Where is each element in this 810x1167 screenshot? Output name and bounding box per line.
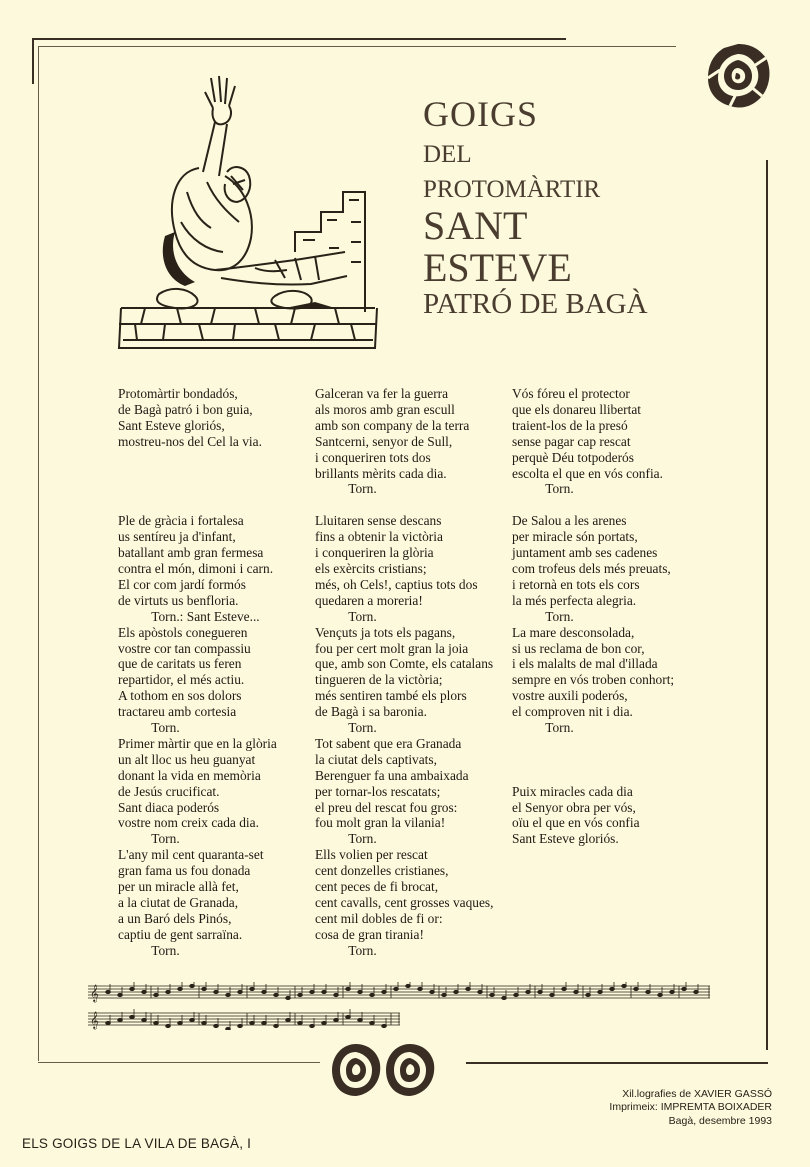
verse-line: i conqueriren la glòria bbox=[315, 545, 434, 561]
verse-line: Torn.: Sant Esteve... bbox=[118, 608, 260, 624]
verse-column-2 bbox=[315, 386, 493, 959]
verse-line: als moros amb gran escull bbox=[315, 401, 455, 417]
verse-line: el comproven nit i dia. bbox=[512, 704, 633, 720]
series-title: ELS GOIGS DE LA VILA DE BAGÀ, I bbox=[22, 1136, 252, 1151]
verse-line: cent cavalls, cent grosses vaques, bbox=[315, 895, 494, 910]
verse-line bbox=[118, 466, 277, 482]
verse-line bbox=[512, 768, 674, 784]
verse-line: sempre en vós troben conhort; bbox=[512, 672, 675, 688]
verse-line: Torn. bbox=[315, 831, 377, 847]
verse-line: Vós fóreu el protector bbox=[512, 386, 630, 401]
verse-line: vostre cor tan compassiu bbox=[118, 640, 251, 656]
verse-line: juntament amb ses cadenes bbox=[512, 545, 658, 561]
verse-line: sense pagar cap rescat bbox=[512, 433, 631, 449]
verse-line: per tornar-los rescatats; bbox=[315, 783, 441, 799]
verse-line: a la ciutat de Granada, bbox=[118, 895, 239, 910]
title-patro: PATRÓ DE BAGÀ bbox=[423, 288, 648, 320]
verse-line: tingueren de la victòria; bbox=[315, 672, 443, 688]
verse-line: que, amb son Comte, els catalans bbox=[315, 656, 494, 672]
verse-line: Sant diaca poderós bbox=[118, 799, 220, 815]
verse-line: perquè Déu totpoderós bbox=[512, 449, 634, 465]
verse-line: Torn. bbox=[118, 720, 180, 736]
verse-line: Sant Esteve gloriós. bbox=[512, 831, 619, 847]
verse-line bbox=[118, 481, 277, 497]
verse-line: escolta el que en vós confia. bbox=[512, 465, 663, 481]
verse-line: la ciutat dels captivats, bbox=[315, 751, 437, 767]
verse-line: captiu de gent sarraïna. bbox=[118, 926, 243, 942]
verse-line: Tot sabent que era Granada bbox=[315, 735, 462, 751]
verse-line: Ells volien per rescat bbox=[315, 847, 428, 863]
verse-line: cent peces de fi brocat, bbox=[315, 879, 439, 895]
title-protomartir: PROTOMÀRTIR bbox=[423, 176, 601, 203]
verse-line: Berenguer fa una ambaixada bbox=[315, 767, 469, 783]
verse-line: Ple de gràcia i fortalesa bbox=[118, 513, 244, 529]
rose-icon-pair bbox=[328, 1040, 438, 1104]
verse-line bbox=[315, 497, 493, 513]
verse-line: mostreu-nos del Cel la via. bbox=[118, 433, 262, 449]
title-block bbox=[423, 96, 648, 319]
verse-line: i els malalts de mal d'illada bbox=[512, 656, 658, 672]
frame-line-bottom bbox=[466, 1062, 768, 1064]
verse-line: A tothom en sos dolors bbox=[118, 688, 242, 704]
verse-line: fou per cert molt gran la joia bbox=[315, 640, 469, 656]
verse-line: tractareu amb cortesia bbox=[118, 704, 237, 720]
verse-line: cosa de gran tirania! bbox=[315, 926, 424, 942]
verse-line: contra el món, dimoni i carn. bbox=[118, 560, 274, 576]
verse-line: Torn. bbox=[512, 720, 574, 736]
musical-staff bbox=[88, 982, 712, 1030]
verse-line: el preu del rescat fou gros: bbox=[315, 799, 458, 815]
verse-line: Torn. bbox=[512, 608, 574, 624]
verse-line: cent mil dobles de fi or: bbox=[315, 910, 443, 926]
verse-line: Els apòstols conegueren bbox=[118, 624, 248, 640]
verse-column-3 bbox=[512, 386, 674, 847]
verse-line: Torn. bbox=[315, 608, 377, 624]
verse-line: més, oh Cels!, captius tots dos bbox=[315, 576, 478, 592]
verse-line: més sentiren també els plors bbox=[315, 688, 467, 704]
verse-line: per miracle són portats, bbox=[512, 529, 638, 545]
verse-line: de Bagà patró i bon guia, bbox=[118, 401, 253, 417]
verse-line: de Jesús crucificat. bbox=[118, 783, 220, 799]
verse-line: fou molt gran la vilania! bbox=[315, 815, 446, 831]
verse-line: Torn. bbox=[118, 942, 180, 958]
verse-line: Galceran va fer la guerra bbox=[315, 386, 449, 401]
credits-place-date: Bagà, desembre 1993 bbox=[668, 1114, 772, 1127]
verse-line: El cor com jardí formós bbox=[118, 576, 246, 592]
verse-line: repartidor, el més actiu. bbox=[118, 672, 245, 688]
verse-line: que de caritats us feren bbox=[118, 656, 242, 672]
credits-woodcuts: Xil.lografies de XAVIER GASSÓ bbox=[622, 1088, 772, 1100]
verse-line: Torn. bbox=[118, 831, 180, 847]
verse-line: traient-los de la presó bbox=[512, 417, 628, 433]
verse-line: amb son company de la terra bbox=[315, 417, 470, 433]
verse-line: vostre nom creix cada dia. bbox=[118, 815, 259, 831]
frame-line-right bbox=[766, 160, 768, 1050]
inner-frame-bottom bbox=[38, 1062, 320, 1063]
verse-line: gran fama us fou donada bbox=[118, 863, 251, 879]
verse-line: si us reclama de bon cor, bbox=[512, 640, 645, 656]
verse-line: De Salou a les arenes bbox=[512, 513, 627, 529]
frame-line-left bbox=[32, 38, 34, 84]
verse-line: Torn. bbox=[512, 481, 574, 497]
verse-line: Torn. bbox=[315, 481, 377, 497]
verse-line: oïu el que en vós confia bbox=[512, 815, 640, 831]
verse-line: Lluitaren sense descans bbox=[315, 513, 442, 529]
verse-line: la més perfecta alegria. bbox=[512, 592, 637, 608]
svg-text:𝄞: 𝄞 bbox=[90, 984, 99, 1002]
verse-line: Santcerni, senyor de Sull, bbox=[315, 433, 453, 449]
inner-frame-left bbox=[38, 46, 39, 1061]
inner-frame-top bbox=[38, 46, 676, 47]
verse-line: L'any mil cent quaranta-set bbox=[118, 847, 264, 863]
credits-printer: Imprimeix: IMPREMTA BOIXADER bbox=[609, 1101, 772, 1114]
title-del: DEL bbox=[423, 141, 472, 168]
verse-line: brillants mèrits cada dia. bbox=[315, 465, 447, 481]
verse-line bbox=[118, 497, 277, 513]
verse-line: Sant Esteve gloriós, bbox=[118, 417, 225, 433]
verse-line: La mare desconsolada, bbox=[512, 624, 635, 640]
saint-woodcut-illustration bbox=[115, 72, 385, 352]
verse-column-1 bbox=[118, 386, 277, 959]
verse-line: que els donareu llibertat bbox=[512, 401, 642, 417]
verse-line: Primer màrtir que en la glòria bbox=[118, 735, 277, 751]
verse-line: de virtuts us benfloria. bbox=[118, 592, 239, 608]
verse-line: els exèrcits cristians; bbox=[315, 560, 427, 576]
verse-line bbox=[118, 450, 277, 466]
verse-line: a un Baró dels Pinós, bbox=[118, 910, 232, 926]
title-esteve: ESTEVE bbox=[423, 245, 572, 290]
verse-line: com trofeus dels més preuats, bbox=[512, 560, 671, 576]
verse-line bbox=[512, 752, 674, 768]
verse-line: cent donzelles cristianes, bbox=[315, 863, 449, 879]
verse-line: us sentíreu ja d'infant, bbox=[118, 529, 236, 545]
verse-line bbox=[512, 497, 674, 513]
verse-line: fins a obtenir la victòria bbox=[315, 529, 443, 545]
verse-line: Puix miracles cada dia bbox=[512, 783, 633, 799]
verse-line: quedaren a moreria! bbox=[315, 592, 423, 608]
verse-line: Vençuts ja tots els pagans, bbox=[315, 624, 456, 640]
verse-line: Protomàrtir bondadós, bbox=[118, 386, 238, 401]
credits bbox=[609, 1088, 772, 1128]
verse-line: un alt lloc us heu guanyat bbox=[118, 751, 256, 767]
verse-line: de Bagà i sa baronia. bbox=[315, 704, 427, 720]
title-goigs: GOIGS bbox=[423, 94, 539, 134]
verse-line bbox=[512, 736, 674, 752]
rose-icon bbox=[702, 40, 774, 112]
frame-line-top bbox=[32, 38, 566, 40]
svg-text:𝄞: 𝄞 bbox=[90, 1011, 99, 1029]
verse-line: i conqueriren tots dos bbox=[315, 449, 431, 465]
verse-line: el Senyor obra per vós, bbox=[512, 799, 636, 815]
verse-line: vostre auxili poderós, bbox=[512, 688, 628, 704]
verse-line: donant la vida en memòria bbox=[118, 767, 261, 783]
verse-line: Torn. bbox=[315, 942, 377, 958]
title-sant: SANT bbox=[423, 203, 528, 248]
verse-line: per un miracle allà fet, bbox=[118, 879, 239, 895]
verse-line: batallant amb gran fermesa bbox=[118, 545, 264, 561]
verse-line: i retornà en tots els cors bbox=[512, 576, 640, 592]
verse-line: Torn. bbox=[315, 720, 377, 736]
